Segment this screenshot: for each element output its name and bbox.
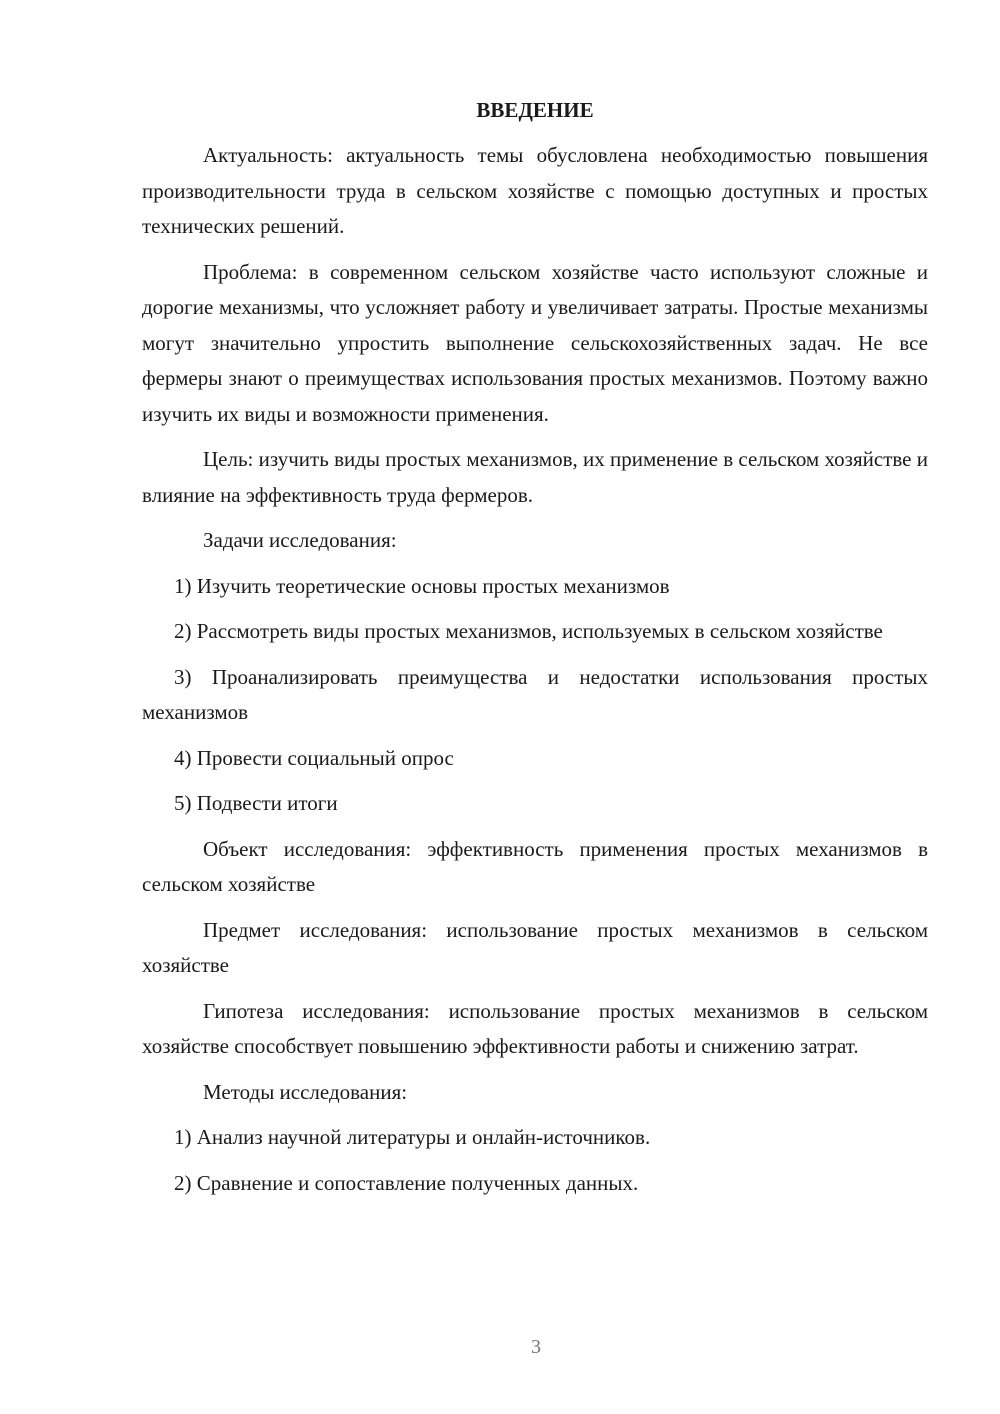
document-page xyxy=(142,95,928,1211)
paragraph-hypothesis: Гипотеза исследования: использование простых механизмов в сельском хозяйстве способствует повышению эффективности работы и снижению затрат. xyxy=(142,998,928,1058)
section-heading: ВВЕДЕНИЕ xyxy=(476,98,594,122)
paragraph-tasks-intro: Задачи исследования: xyxy=(203,528,397,552)
task-item-3: 3) Проанализировать преимущества и недостатки использования простых механизмов xyxy=(142,664,928,724)
paragraph-problem: Проблема: в современном сельском хозяйстве часто используют сложные и дорогие механизмы, что усложняет работу и увеличивает затраты. Простые механизмы могут значительно упростить выполнение сельскохозяйственных задач. Не все фермеры знают о преимуществах использования простых механизмов. Поэтому важно изучить их виды и возможности применения. xyxy=(142,259,928,426)
method-item-2: 2) Сравнение и сопоставление полученных данных. xyxy=(174,1170,639,1195)
task-item-1: 1) Изучить теоретические основы простых механизмов xyxy=(174,573,670,598)
task-item-4: 4) Провести социальный опрос xyxy=(174,745,454,770)
paragraph-goal: Цель: изучить виды простых механизмов, их применение в сельском хозяйстве и влияние на эффективность труда фермеров. xyxy=(142,447,928,507)
paragraph-methods-intro: Методы исследования: xyxy=(203,1079,408,1104)
task-item-5: 5) Подвести итоги xyxy=(174,791,338,815)
paragraph-object: Объект исследования: эффективность применения простых механизмов в сельском хозяйстве xyxy=(142,836,928,896)
task-item-2: 2) Рассмотреть виды простых механизмов, используемых в сельском хозяйстве xyxy=(174,619,883,643)
paragraph-relevance: Актуальность: актуальность темы обусловлена необходимостью повышения производительности труда в сельском хозяйстве с помощью доступных и простых технических решений. xyxy=(142,143,928,238)
method-item-1: 1) Анализ научной литературы и онлайн-источников. xyxy=(174,1125,651,1149)
page-number: 3 xyxy=(531,1336,541,1358)
paragraph-subject: Предмет исследования: использование простых механизмов в сельском хозяйстве xyxy=(142,917,928,977)
